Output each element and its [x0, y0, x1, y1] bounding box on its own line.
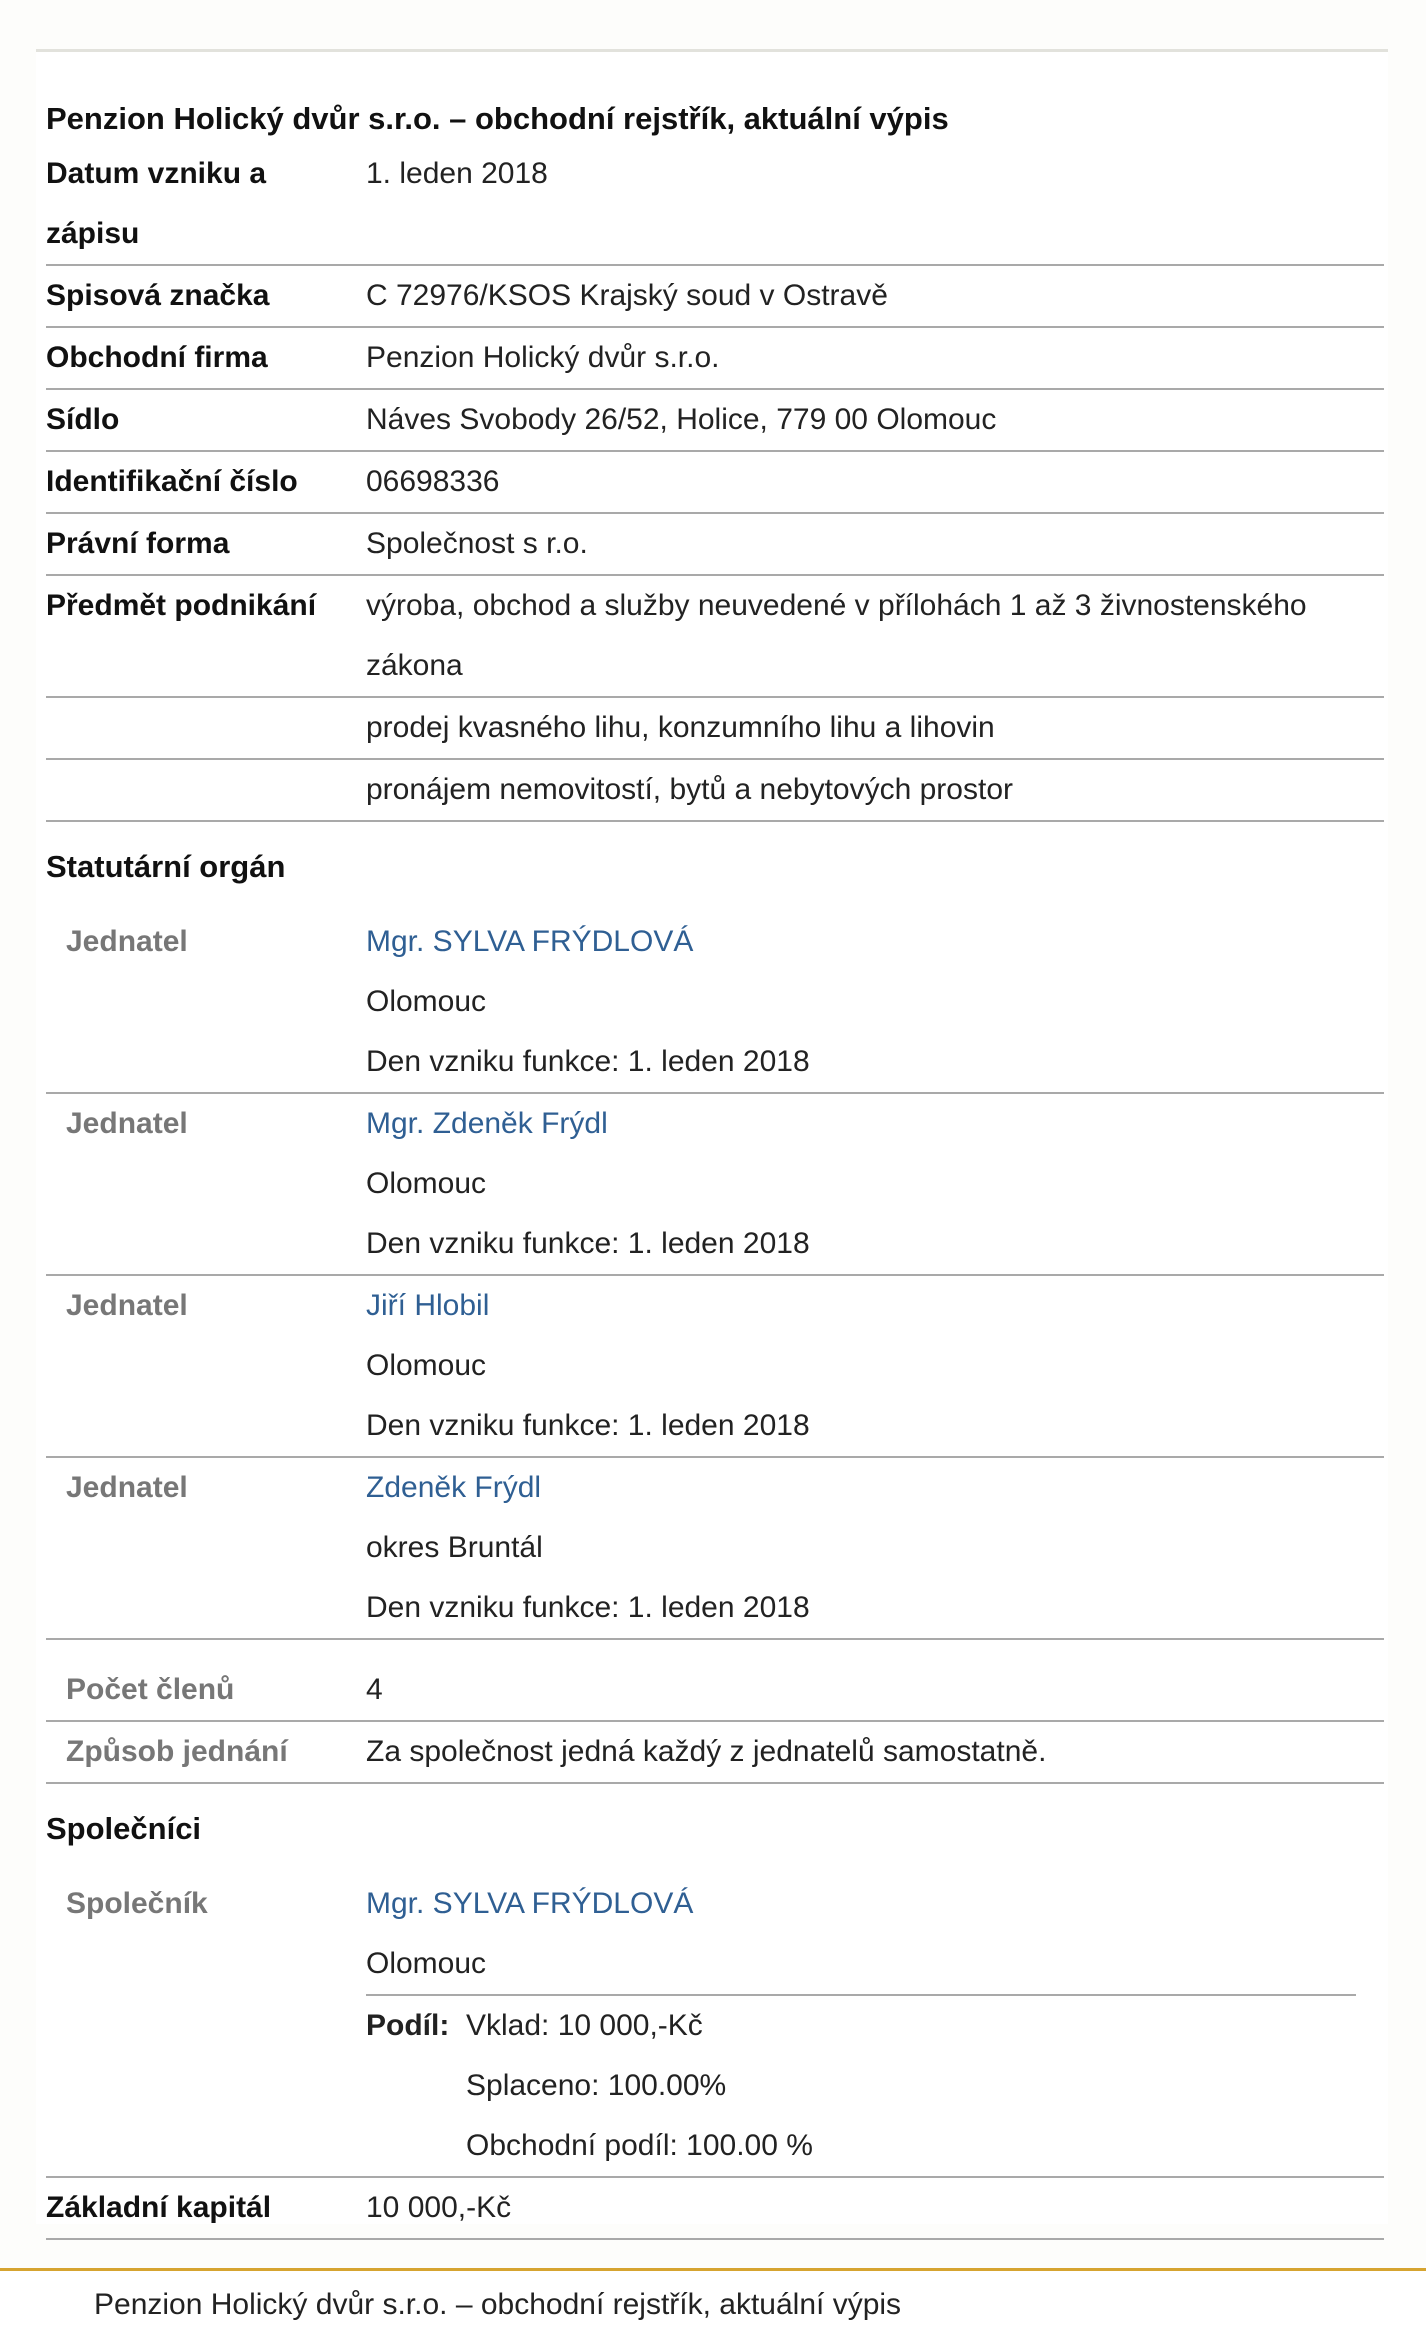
member-name-link[interactable]: Mgr. SYLVA FRÝDLOVÁ: [366, 925, 694, 958]
member-name-link[interactable]: Mgr. Zdeněk Frýdl: [366, 1107, 608, 1140]
member-name-link[interactable]: Jiří Hlobil: [366, 1289, 490, 1322]
value-zpusob-jednani: Za společnost jedná každý z jednatelů samostatně.: [366, 1735, 1047, 1768]
member-place: Olomouc: [366, 1349, 487, 1382]
footer-title: Penzion Holický dvůr s.r.o. – obchodní rejstřík, aktuální výpis: [94, 2288, 902, 2321]
row-obchodni-firma: [46, 328, 1384, 390]
share-obchodni-podil: Obchodní podíl: 100.00 %: [466, 2129, 813, 2162]
member-since: Den vzniku funkce: 1. leden 2018: [366, 1591, 810, 1624]
member-role: Jednatel: [66, 1289, 188, 1322]
member-place: Olomouc: [366, 985, 487, 1018]
share-label: Podíl:: [366, 2009, 450, 2042]
shareholder-row: [46, 1874, 1384, 2178]
label-obchodni-firma: Obchodní firma: [46, 341, 268, 374]
shareholder-role: Společník: [66, 1887, 208, 1920]
value-sidlo: Náves Svobody 26/52, Holice, 779 00 Olomouc: [366, 403, 997, 436]
registry-card: [36, 49, 1388, 2224]
row-predmet-podnikani-2: [46, 698, 1384, 760]
row-predmet-podnikani-1: [46, 576, 1384, 698]
member-role: Jednatel: [66, 1471, 188, 1504]
label-pocet-clenu: Počet členů: [66, 1673, 235, 1706]
member-since: Den vzniku funkce: 1. leden 2018: [366, 1227, 810, 1260]
value-zakladni-kapital: 10 000,-Kč: [366, 2191, 512, 2224]
label-pravni-forma: Právní forma: [46, 527, 230, 560]
member-since: Den vzniku funkce: 1. leden 2018: [366, 1409, 810, 1442]
value-obchodni-firma: Penzion Holický dvůr s.r.o.: [366, 341, 720, 374]
member-role: Jednatel: [66, 1107, 188, 1140]
value-predmet-1: výroba, obchod a služby neuvedené v přílohách 1 až 3 živnostenského zákona: [366, 589, 1307, 682]
label-empty: [46, 760, 366, 820]
row-sidlo: [46, 390, 1384, 452]
row-datum-vzniku: [46, 144, 1384, 266]
row-ico: [46, 452, 1384, 514]
value-spisova-znacka: C 72976/KSOS Krajský soud v Ostravě: [366, 279, 888, 312]
shareholder-details: [366, 1874, 1384, 2176]
member-row: [46, 1094, 1384, 1276]
label-zakladni-kapital: Základní kapitál: [46, 2191, 272, 2224]
row-zakladni-kapital: [46, 2178, 1384, 2240]
page-title: Penzion Holický dvůr s.r.o. – obchodní rejstřík, aktuální výpis: [46, 101, 949, 136]
member-details: [366, 912, 1384, 1092]
registry-content: [46, 99, 1384, 2240]
member-role: Jednatel: [66, 925, 188, 958]
footer-bar: [0, 2268, 1426, 2341]
row-zpusob-jednani: [46, 1722, 1384, 1784]
label-datum-vzniku: Datum vzniku a zápisu: [46, 157, 267, 250]
shareholder-name-link[interactable]: Mgr. SYLVA FRÝDLOVÁ: [366, 1887, 694, 1920]
share-values: [466, 1996, 813, 2176]
member-details: [366, 1458, 1384, 1638]
member-name-link[interactable]: Zdeněk Frýdl: [366, 1471, 542, 1504]
row-pocet-clenu: [46, 1660, 1384, 1722]
section-statutarni-organ: Statutární orgán: [46, 849, 286, 884]
label-zpusob-jednani: Způsob jednání: [66, 1735, 288, 1768]
section-spolecnici: Společníci: [46, 1811, 202, 1846]
member-details: [366, 1094, 1384, 1274]
value-ico: 06698336: [366, 465, 500, 498]
label-predmet-podnikani: Předmět podnikání: [46, 589, 317, 622]
value-pravni-forma: Společnost s r.o.: [366, 527, 588, 560]
label-spisova-znacka: Spisová značka: [46, 279, 270, 312]
member-row: [46, 1458, 1384, 1640]
row-predmet-podnikani-3: [46, 760, 1384, 822]
share-splaceno: Splaceno: 100.00%: [466, 2069, 727, 2102]
share-info: [366, 1994, 1356, 2176]
member-place: Olomouc: [366, 1167, 487, 1200]
row-pravni-forma: [46, 514, 1384, 576]
shareholder-place: Olomouc: [366, 1947, 487, 1980]
value-pocet-clenu: 4: [366, 1673, 383, 1706]
member-place: okres Bruntál: [366, 1531, 543, 1564]
member-details: [366, 1276, 1384, 1456]
member-since: Den vzniku funkce: 1. leden 2018: [366, 1045, 810, 1078]
value-datum-vzniku: 1. leden 2018: [366, 157, 548, 190]
member-row: [46, 1276, 1384, 1458]
label-ico: Identifikační číslo: [46, 465, 298, 498]
value-predmet-2: prodej kvasného lihu, konzumního lihu a lihovin: [366, 711, 995, 744]
share-vklad: Vklad: 10 000,-Kč: [466, 2009, 703, 2042]
value-predmet-3: pronájem nemovitostí, bytů a nebytových prostor: [366, 773, 1013, 806]
label-sidlo: Sídlo: [46, 403, 120, 436]
label-empty: [46, 698, 366, 758]
row-spisova-znacka: [46, 266, 1384, 328]
member-row: [46, 912, 1384, 1094]
